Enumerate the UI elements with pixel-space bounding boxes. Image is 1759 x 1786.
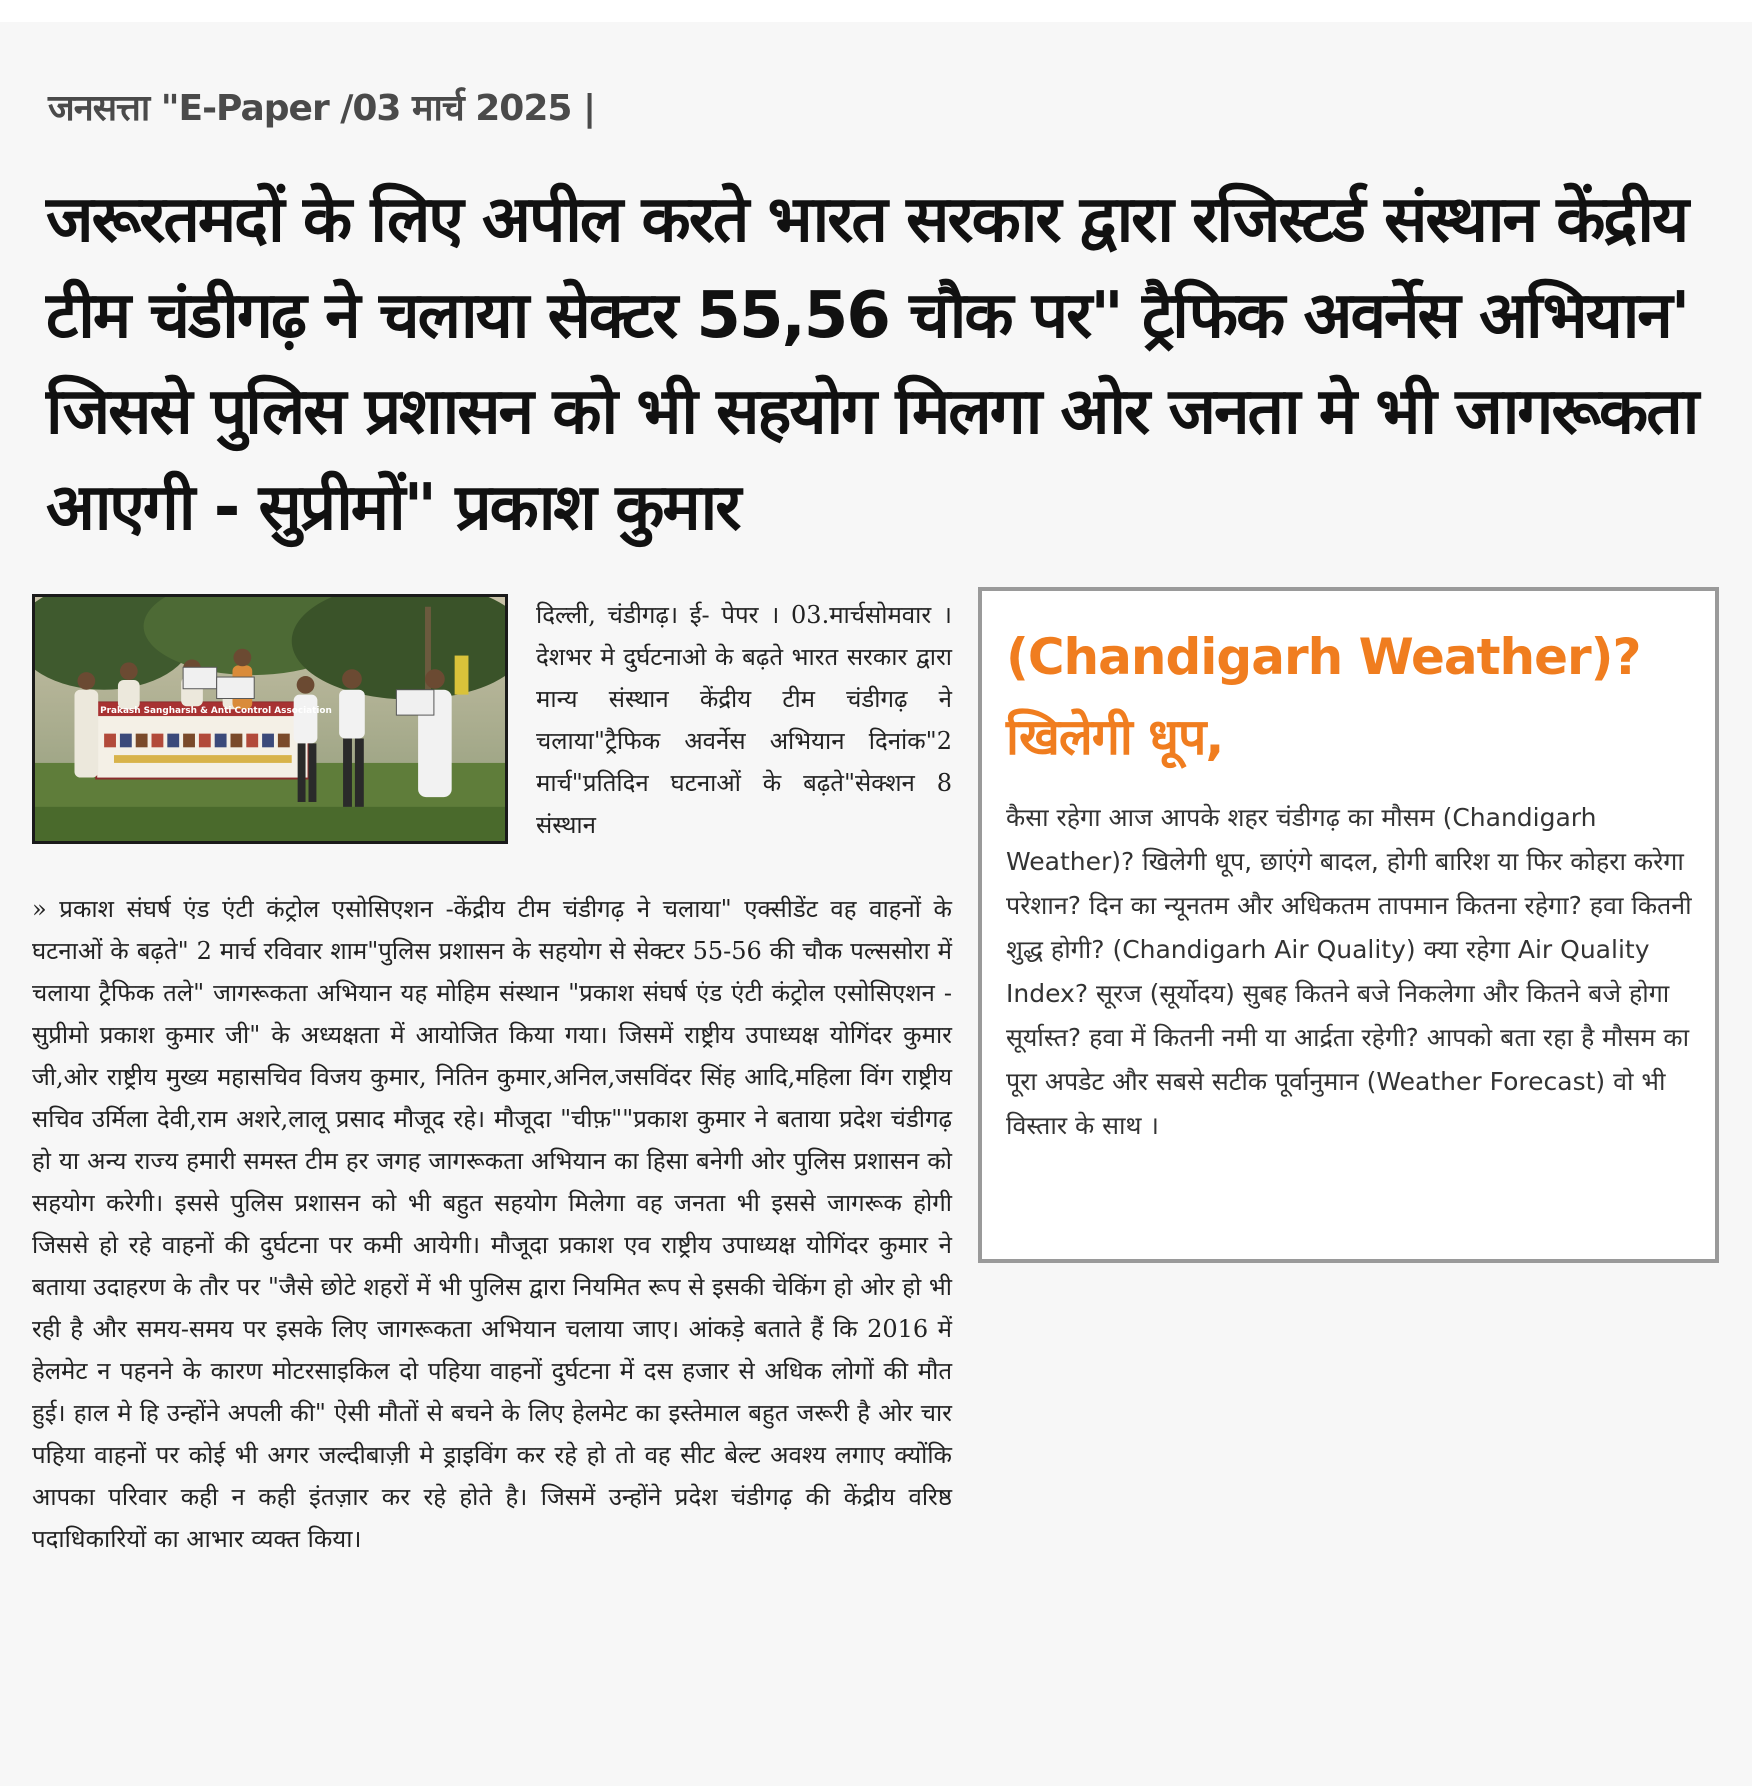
weather-box [978, 587, 1719, 1263]
headline: जरूरतमदों के लिए अपील करते भारत सरकार द्वारा रजिस्टर्ड संस्थान केंद्रीय टीम चंडीगढ़ ने चलाया सेक्टर 55,56 चौक पर" ट्रैफिक अवर्नेस अभियान' जिससे पुलिस प्रशासन को भी सहयोग मिलगा ओर जनता मे भी जागरूकता आएगी - सुप्रीमों" प्रकाश कुमार [46, 183, 1698, 545]
e-paper-sheet [0, 22, 1752, 1786]
masthead: जनसत्ता "E-Paper /03 मार्च 2025 | [48, 88, 596, 129]
weather-title: (Chandigarh Weather)? खिलेगी धूप, [1006, 628, 1641, 766]
article-lead-text: दिल्ली, चंडीगढ़। ई- पेपर । 03.मार्चसोमवार । देशभर मे दुर्घटनाओ के बढ़ते भारत सरकार द्वारा मान्य संस्थान केंद्रीय टीम चंडीगढ़ ने चलाया"ट्रैफिक अवर्नेस अभियान दिनांक"2 मार्च"प्रतिदिन घटनाओं के बढ़ते"सेक्शन 8 संस्थान [536, 601, 952, 839]
weather-text: कैसा रहेगा आज आपके शहर चंडीगढ़ का मौसम (Chandigarh Weather)? खिलेगी धूप, छाएंगे बादल, होगी बारिश या फिर कोहरा करेगा परेशान? दिन का न्यूनतम और अधिकतम तापमान कितना रहेगा? हवा कितनी शुद्ध होगी? (Chandigarh Air Quality) क्या रहेगा Air Quality Index? सूरज (सूर्योदय) सुबह कितने बजे निकलेगा और कितने बजे होगा सूर्यास्त? हवा में कितनी नमी या आर्द्रता रहेगी? आपको बता रहा है मौसम का पूरा अपडेट और सबसे सटीक पूर्वानुमान (Weather Forecast) वो भी विस्तार के साथ । [1006, 803, 1692, 1140]
photo-banner-text: Prakash Sangharsh & Anti Control Association [100, 706, 332, 717]
photo-illustration [35, 597, 505, 841]
article-body-text: » प्रकाश संघर्ष एंड एंटी कंट्रोल एसोसिएशन -केंद्रीय टीम चंडीगढ़ ने चलाया" एक्सीडेंट वह वाहनों के घटनाओं के बढ़ते" 2 मार्च रविवार शाम"पुलिस प्रशासन के सहयोग से सेक्टर 55-56 की चौक पल्ससोरा में चलाया ट्रैफिक तले" जागरूकता अभियान यह मोहिम संस्थान "प्रकाश संघर्ष एंड एंटी कंट्रोल एसोसिएशन - सुप्रीमो प्रकाश कुमार जी" के अध्यक्षता में आयोजित किया गया। जिसमें राष्ट्रीय उपाध्यक्ष योगिंदर कुमार जी,ओर राष्ट्रीय मुख्य महासचिव विजय कुमार, नितिन कुमार,अनिल,जसविंदर सिंह आदि,महिला विंग राष्ट्रीय सचिव उर्मिला देवी,राम अशरे,लालू प्रसाद मौजूद रहे। मौजूदा "चीफ़""प्रकाश कुमार ने बताया प्रदेश चंडीगढ़ हो या अन्य राज्य हमारी समस्त टीम हर जगह जागरूकता अभियान का हिसा बनेगी ओर पुलिस प्रशासन को सहयोग करेगी। इससे पुलिस प्रशासन को भी बहुत सहयोग मिलेगा वह जनता भी इससे जागरूक होगी जिससे हो रहे वाहनों की दुर्घटना पर कमी आयेगी। मौजूदा प्रकाश एव राष्ट्रीय उपाध्यक्ष योगिंदर कुमार ने बताया उदाहरण के तौर पर "जैसे छोटे शहरों में भी पुलिस द्वारा नियमित रूप से इसकी चेकिंग हो ओर हो भी रही है और समय-समय पर इसके लिए जागरूकता अभियान चलाया जाए। आंकड़े बताते हैं कि 2016 में हेलमेट न पहनने के कारण मोटरसाइकिल दो पहिया वाहनों दुर्घटना में दस हजार से अधिक लोगों की मौत हुई। हाल मे हि उन्होंने अपली की" ऐसी मौतों से बचने के लिए हेलमेट का इस्तेमाल बहुत जरूरी है ओर चार पहिया वाहनों पर कोई भी अगर जल्दीबाज़ी मे ड्राइविंग कर रहे हो तो वह सीट बेल्ट अवश्य लगाए क्योंकि आपका परिवार कही न कही इंतज़ार कर रहे होते है। जिसमें उन्होंने प्रदेश चंडीगढ़ की केंद्रीय वरिष्ठ पदाधिकारियों का आभार व्यक्त किया। [32, 895, 952, 1553]
news-photo [32, 594, 508, 844]
